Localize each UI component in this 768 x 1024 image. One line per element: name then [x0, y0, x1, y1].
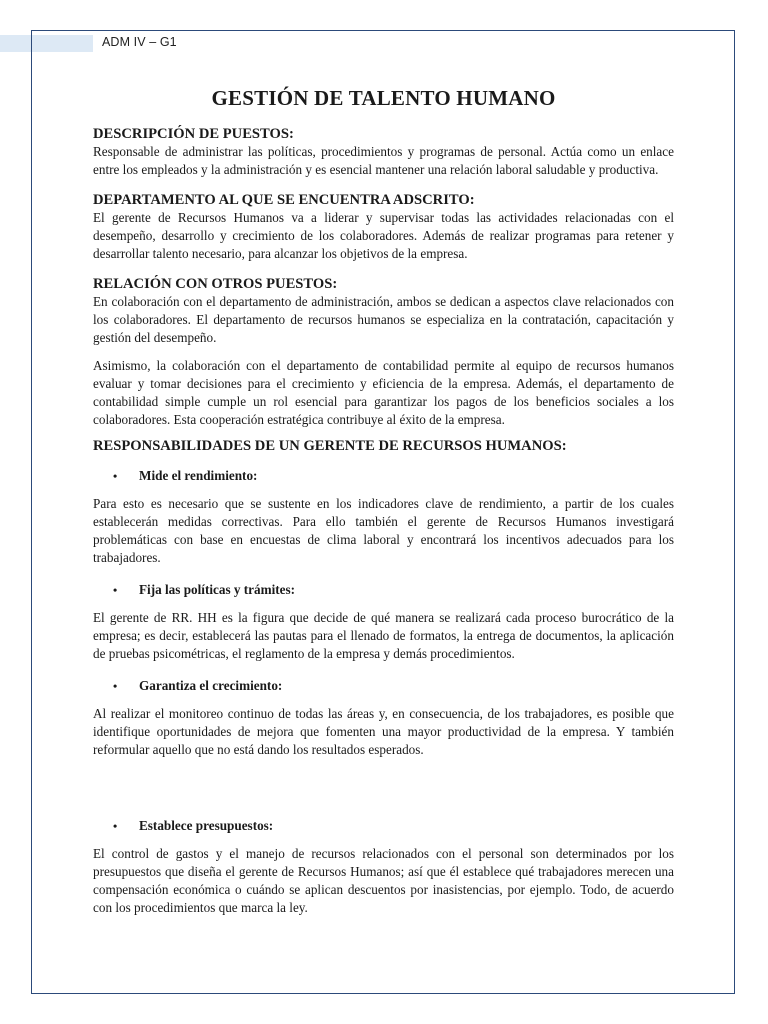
list-item-bullet	[113, 467, 674, 485]
list-item-bullet	[113, 581, 674, 599]
paragraph-departamento: El gerente de Recursos Humanos va a liderar y supervisar todas las actividades relacionadas con el desempeño, desarrollo y crecimiento de los colaboradores. Además de realizar programas para retener y desarrollar talento necesario, para alcanzar los objetivos de la empresa.	[93, 210, 674, 261]
bullet-label: Establece presupuestos:	[139, 818, 274, 833]
section-heading-departamento: DEPARTAMENTO AL QUE SE ENCUENTRA ADSCRITO:	[93, 192, 475, 208]
bullet-icon: •	[113, 469, 118, 483]
paragraph-descripcion: Responsable de administrar las políticas, procedimientos y programas de personal. Actúa como un enlace entre los empleados y la administración y es esencial mantener una relación laboral saludable y productiva.	[93, 144, 674, 177]
document-title: GESTIÓN DE TALENTO HUMANO	[211, 86, 556, 110]
bullet-icon: •	[113, 679, 118, 693]
bullet-label: Mide el rendimiento:	[139, 468, 258, 483]
bullet-icon: •	[113, 583, 118, 597]
paragraph-item-text: Para esto es necesario que se sustente en los indicadores clave de rendimiento, a partir de los cuales establecerán medidas correctivas. Para ello también el gerente de Recursos Humanos investigará problemáticas con base en encuestas de clima laboral y encontrará los incentivos adecuados para los trabajadores.	[93, 496, 674, 565]
section-heading-relacion: RELACIÓN CON OTROS PUESTOS:	[93, 276, 338, 292]
section-heading-descripcion: DESCRIPCIÓN DE PUESTOS:	[93, 126, 294, 142]
section-heading-responsabilidades: RESPONSABILIDADES DE UN GERENTE DE RECURSOS HUMANOS:	[93, 438, 567, 454]
paragraph-relacion-2: Asimismo, la colaboración con el departamento de contabilidad permite al equipo de recursos humanos evaluar y tomar decisiones para el crecimiento y eficiencia de la empresa. Además, el departamento de contabilidad simple cumple un rol esencial para garantizar los pagos de los beneficios sociales a los colaboradores. Esta cooperación estratégica contribuye al éxito de la empresa.	[93, 358, 674, 427]
bullet-label: Garantiza el crecimiento:	[139, 678, 283, 693]
document-body	[93, 86, 674, 917]
list-item-bullet	[113, 677, 674, 695]
bullet-label: Fija las políticas y trámites:	[139, 582, 296, 597]
paragraph-relacion-1: En colaboración con el departamento de administración, ambos se dedican a aspectos clave relacionados con los colaboradores. El departamento de recursos humanos se especializa en la contratación, capacitación y gestión del desempeño.	[93, 294, 674, 345]
list-item-bullet	[113, 817, 674, 835]
paragraph-item-text: El control de gastos y el manejo de recursos relacionados con el personal son determinados por los presupuestos que diseña el gerente de Recursos Humanos; así que él establece qué trabajadores merecen una compensación económica o cuándo se aplican descuentos por inasistencias, por ejemplo. Todo, de acuerdo con los procedimientos que marca la ley.	[93, 846, 674, 915]
paragraph-item-text: Al realizar el monitoreo continuo de todas las áreas y, en consecuencia, de los trabajadores, es posible que identifique oportunidades de mejora que fomenten una mayor productividad de la empresa. Y también reformular aquello que no está dando los resultados esperados.	[93, 706, 674, 757]
paragraph-item-text: El gerente de RR. HH es la figura que decide de qué manera se realizará cada proceso burocrático de la empresa; es decir, establecerá las pautas para el llenado de formatos, la entrega de documentos, la aplicación de pruebas psicométricas, el reglamento de la empresa y demás procedimientos.	[93, 610, 674, 661]
bullet-icon: •	[113, 819, 118, 833]
document-header-label: ADM IV – G1	[102, 35, 177, 49]
